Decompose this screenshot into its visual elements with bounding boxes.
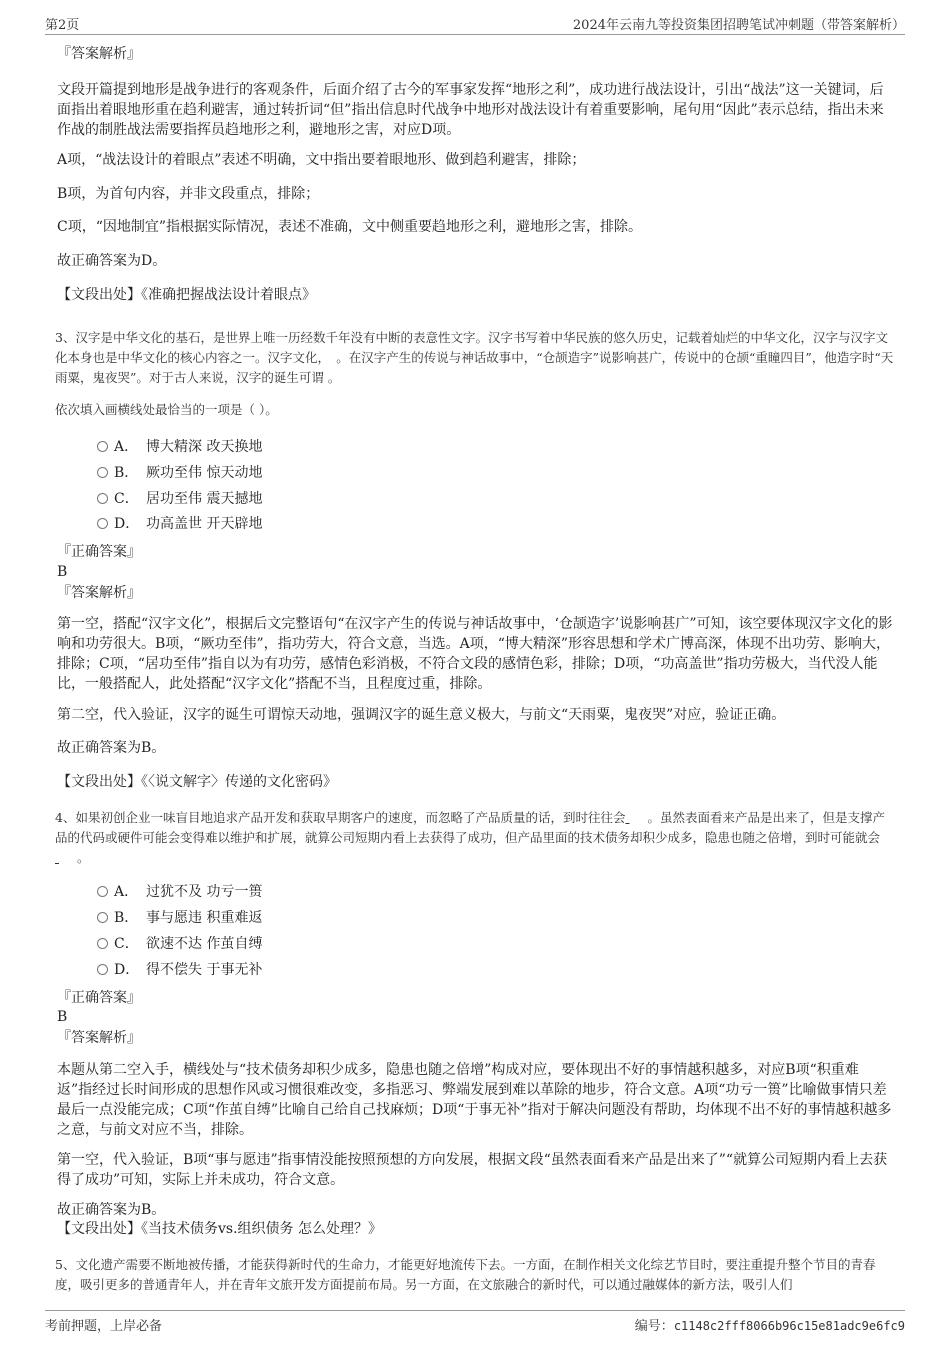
radio-icon[interactable] xyxy=(97,964,108,975)
option-b[interactable]: B． 事与愿违 积重难返 xyxy=(97,908,262,928)
option-d[interactable]: D． 功高盖世 开天辟地 xyxy=(97,514,262,534)
analysis-option-b: B项，为首句内容，并非文段重点，排除； xyxy=(57,186,320,202)
analysis-heading: 『答案解析』 xyxy=(57,46,141,62)
option-a[interactable]: A． 博大精深 改天换地 xyxy=(97,437,262,457)
radio-icon[interactable] xyxy=(97,912,108,923)
question-4-text: 4、如果初创企业一味盲目地追求产品开发和获取早期客户的速度，而忽略了产品质量的话，到时往往会 。虽然表面看来产品是出来了，但是支撑产品的代码或硬件可能会变得难以维护和扩展，就算公司短期内看上去获得了成功，但产品里面的技术债务却积少成多，隐患也随之倍增，到时可能就会 。 xyxy=(55,808,895,868)
source: 【文段出处】《准确把握战法设计着眼点》 xyxy=(57,287,316,303)
question-3-prompt: 依次填入画横线处最恰当的一项是（ ）。 xyxy=(55,402,278,417)
page-footer xyxy=(45,1310,905,1333)
conclusion: 故正确答案为B。 xyxy=(57,1202,166,1218)
option-d[interactable]: D． 得不偿失 于事无补 xyxy=(97,960,262,980)
analysis-paragraph: 第一空，代入验证，B项“事与愿违”指事情没能按照预想的方向发展，根据文段“虽然表面看来产品是出来了”“就算公司短期内看上去获得了成功”可知，实际上并未成功，符合文意。 xyxy=(57,1152,888,1188)
conclusion: 故正确答案为D。 xyxy=(57,253,167,269)
radio-icon[interactable] xyxy=(97,938,108,949)
analysis-heading: 『答案解析』 xyxy=(57,585,141,601)
analysis-option-a: A项，“战法设计的着眼点”表述不明确，文中指出要着眼地形、做到趋利避害，排除； xyxy=(57,152,586,168)
question-3-text: 3、汉字是中华文化的基石，是世界上唯一历经数千年没有中断的表意性文字。汉字书写着中华民族的悠久历史，记载着灿烂的中华文化，汉字与汉字文化本身也是中华文化的核心内容之一。汉字文化， 。在汉字产生的传说与神话故事中，“仓颉造字”说影响甚广，传说中的仓颉“重瞳四目”，他造字时“天雨粟，鬼夜哭”。对于古人来说，汉字的诞生可谓 。 xyxy=(55,330,894,385)
correct-answer-heading: 『正确答案』 xyxy=(57,990,141,1006)
blank xyxy=(55,848,77,868)
radio-icon[interactable] xyxy=(97,518,108,529)
analysis-paragraph: 第二空，代入验证，汉字的诞生可谓惊天动地，强调汉字的诞生意义极大，与前文“天雨粟，鬼夜哭”对应，验证正确。 xyxy=(57,707,786,723)
analysis-paragraph: 本题从第二空入手，横线处与“技术债务却积少成多，隐患也随之倍增”构成对应，要体现出不好的事情越积越多，对应B项“积重难返”指经过长时间形成的思想作风或习惯很难改变，多指恶习、弊端发展到难以革除的地步，符合文意。A项“功亏一篑”比喻做事情只差最后一点没能完成；C项“作茧自缚”比喻自己给自己找麻烦；D项“于事无补”指对于解决问题没有帮助，均体现不出不好的事情越积越多之意，与前文对应不当，排除。 xyxy=(57,1062,892,1138)
option-c[interactable]: C． 居功至伟 震天撼地 xyxy=(97,489,262,509)
radio-icon[interactable] xyxy=(97,886,108,897)
correct-answer: B xyxy=(57,1009,68,1025)
option-a[interactable]: A． 过犹不及 功亏一篑 xyxy=(97,882,262,902)
document-code: 编号：c1148c2fff8066b96c15e81adc9e6fc9 xyxy=(634,1319,905,1334)
footer-slogan: 考前押题，上岸必备 xyxy=(45,1319,163,1334)
conclusion: 故正确答案为B。 xyxy=(57,740,166,756)
radio-icon[interactable] xyxy=(97,441,108,452)
blank xyxy=(625,808,647,828)
correct-answer: B xyxy=(57,564,68,580)
page-header xyxy=(45,12,905,35)
correct-answer-heading: 『正确答案』 xyxy=(57,544,141,560)
document-title: 2024年云南九等投资集团招聘笔试冲刺题（带答案解析） xyxy=(572,18,905,33)
source: 【文段出处】《〈说文解字〉传递的文化密码》 xyxy=(57,774,337,790)
radio-icon[interactable] xyxy=(97,493,108,504)
radio-icon[interactable] xyxy=(97,467,108,478)
analysis-heading: 『答案解析』 xyxy=(57,1030,141,1046)
analysis-paragraph: 第一空，搭配“汉字文化”，根据后文完整语句“在汉字产生的传说与神话故事中，‘仓颉造字’说影响甚广”可知，该空要体现汉字文化的影响和功劳很大。B项，“厥功至伟”，指功劳大，符合文意，当选。A项，“博大精深”形容思想和学术广博高深，体现不出功劳、影响大，排除；C项，“居功至伟”指自以为有功劳，感情色彩消极，不符合文段的感情色彩，排除；D项，“功高盖世”指功劳极大，当代没人能比，一般搭配人，此处搭配“汉字文化”搭配不当，且程度过重，排除。 xyxy=(57,616,893,692)
option-c[interactable]: C． 欲速不达 作茧自缚 xyxy=(97,934,262,954)
source: 【文段出处】《当技术债务vs.组织债务 怎么处理？》 xyxy=(57,1221,382,1237)
analysis-paragraph: 文段开篇提到地形是战争进行的客观条件，后面介绍了古今的军事家发挥“地形之利”，成功进行战法设计，引出“战法”这一关键词，后面指出着眼地形重在趋利避害，通过转折词“但”指出信息时代战争中地形对战法设计有着重要影响，尾句用“因此”表示总结，指出未来作战的制胜战法需要指挥员趋地形之利，避地形之害，对应D项。 xyxy=(57,82,884,138)
option-b[interactable]: B． 厥功至伟 惊天动地 xyxy=(97,463,262,483)
page-number: 第2页 xyxy=(45,18,80,33)
question-5-text: 5、文化遗产需要不断地被传播，才能获得新时代的生命力，才能更好地流传下去。一方面，在制作相关文化综艺节目时，要注重提升整个节目的青春度，吸引更多的普通青年人，并在青年文旅开发方面提前布局。另一方面，在文旅融合的新时代，可以通过融媒体的新方法，吸引人们 xyxy=(55,1257,876,1292)
analysis-option-c: C项，“因地制宜”指根据实际情况，表述不准确，文中侧重要趋地形之利，避地形之害，排除。 xyxy=(57,219,643,235)
